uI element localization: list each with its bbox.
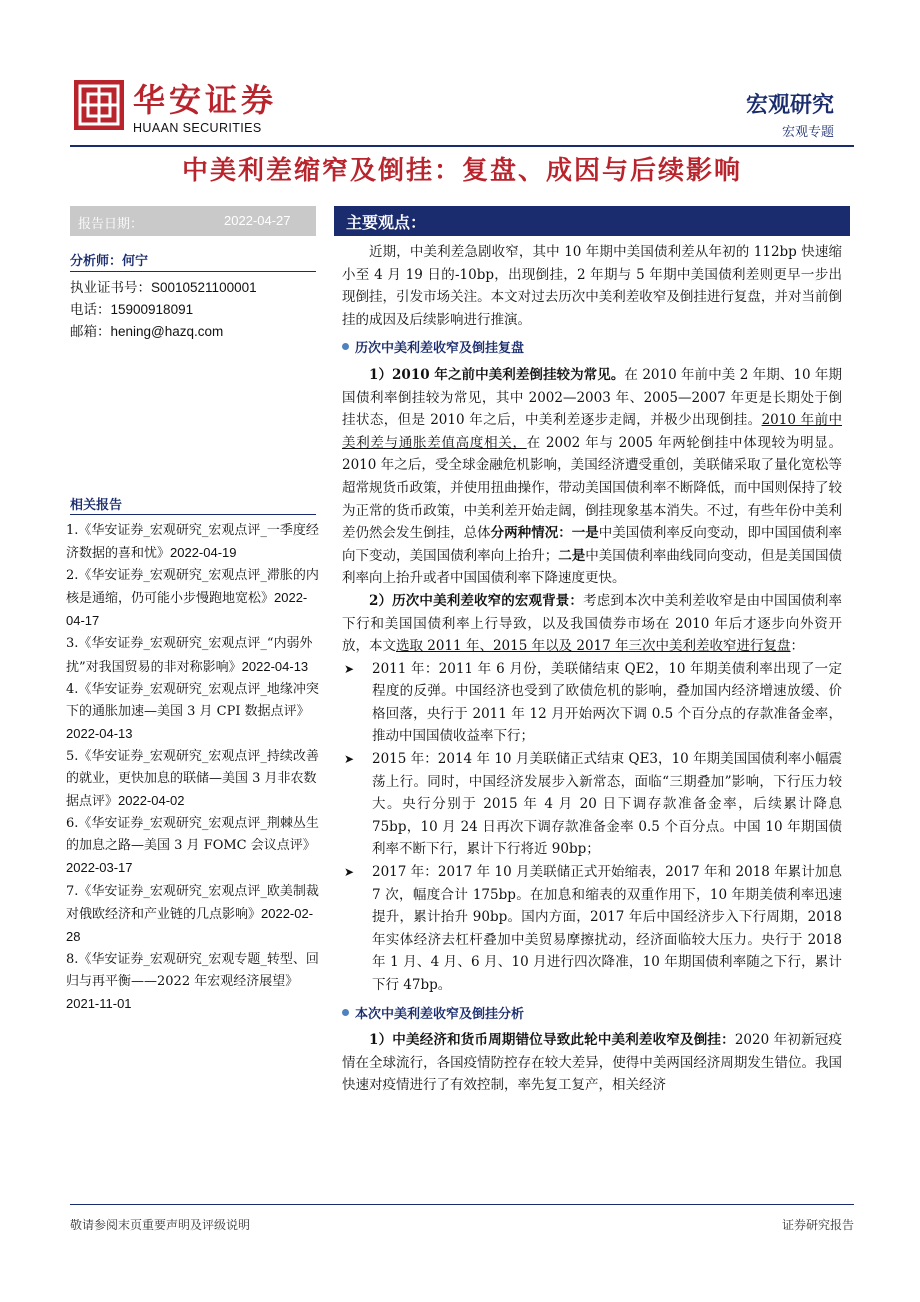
main-body [342, 241, 842, 1097]
bullet-dot-icon [342, 1009, 349, 1016]
footer-disclaimer: 敬请参阅末页重要声明及评级说明 [70, 1218, 251, 1232]
analyst-email [70, 320, 223, 340]
header-divider [70, 145, 854, 147]
logo-english-name: HUAAN SECURITIES [133, 121, 262, 135]
analyst-divider [70, 271, 316, 272]
arrow-bullet-icon: ➤ [344, 752, 355, 767]
related-report-item[interactable]: 2.《华安证券_宏观研究_宏观点评_滞胀的内核是通缩，仍可能小步慢跑地宽松》2022-04-17 [66, 568, 319, 629]
related-report-item[interactable]: 6.《华安证券_宏观研究_宏观点评_荆棘丛生的加息之路—美国 3 月 FOMC 会议点评》2022-03-17 [66, 816, 319, 876]
footer-report-type: 证券研究报告 [781, 1218, 854, 1232]
paragraph-history-1: 1）2010 年之前中美利差倒挂较为常见。在 2010 年前中美 2 年期、10 年期国债利率倒挂较为常见，其中 2002—2003 年、2005—2007 年更是长期处于倒挂状态，但是 2010 年之后，中美利差逐步走阔，并极少出现倒挂。2010 年前中美利差与通胀差值高度相关，在 2002 年与 2005 年两轮倒挂中体现较为明显。2010 年之后，受全球金融危机影响，美国经济遭受重创，美联储采取了量化宽松等超常规货币政策，并使用扭曲操作，带动美国国债利率不断降低，而中国则保持了较为正常的货币政策，中美利差开始走阔，倒挂现象基本消失。不过，有些年份中美利差仍然会发生倒挂，总体分两种情况：一是中美国债利率反向变动，即中国国债利率向下变动，美国国债利率向上抬升；二是中美国债利率曲线同向变动，但是美国国债利率向上抬升或者中国国债利率下降速度更快。 [342, 366, 843, 587]
phone-value: 15900918091 [110, 302, 194, 317]
intro-paragraph: 近期，中美利差急剧收窄，其中 10 年期中美国债利差从年初的 112bp 快速缩小至 4 月 19 日的-10bp，出现倒挂，2 年期与 5 年期中美国债利差则更早一步出现倒挂，引发市场关注。本文对过去历次中美利差收窄及倒挂进行复盘，并对当前倒挂的成因及后续影响进行推演。 [342, 244, 842, 328]
related-reports-list [66, 520, 320, 1016]
report-date-label: 报告日期： [78, 217, 144, 232]
cert-label: 执业证书号： [70, 280, 151, 296]
section-heading-current: 本次中美利差收窄及倒挂分析 [342, 1004, 842, 1027]
email-label: 邮箱： [70, 324, 111, 340]
cert-value: S0010521100001 [151, 280, 257, 295]
bullet-dot-icon [342, 343, 349, 350]
related-report-item[interactable]: 8.《华安证券_宏观研究_宏观专题_转型、回归与再平衡——2022 年宏观经济展望》2021-11-01 [66, 951, 319, 1011]
related-report-item[interactable]: 4.《华安证券_宏观研究_宏观点评_地缘冲突下的通胀加速—美国 3 月 CPI 数据点评》2022-04-13 [66, 681, 319, 741]
bullet-2017: ➤ 2017 年：2017 年 10 月美联储正式开始缩表，2017 年和 2018 年累计加息 7 次，幅度合计 175bp。在加息和缩表的双重作用下，10 年期美债利率迅速提升，累计抬升 90bp。国内方面，2017 年后中国经济步入下行周期，2018 年实体经济去杠杆叠加中美贸易摩擦扰动，经济面临较大压力。央行于 2018 年 1 月、4 月、6 月、10 月进行四次降准，10 年期国债利率随之下行，累计下行 47bp。 [342, 861, 842, 997]
related-report-item[interactable]: 5.《华安证券_宏观研究_宏观点评_持续改善的就业，更快加息的联储—美国 3 月非农数据点评》2022-04-02 [66, 748, 319, 810]
analyst-cert [70, 276, 257, 296]
report-date-value: 2022-04-27 [224, 213, 291, 228]
bullet-2011: ➤ 2011 年：2011 年 6 月份，美联储结束 QE2，10 年期美债利率出现了一定程度的反弹。中国经济也受到了欧债危机的影响，叠加国内经济增速放缓、价格回落，央行于 2011 年 12 月开始两次下调 0.5 个百分点的存款准备金率，推动中国国债收益率下行； [342, 658, 842, 748]
related-report-item[interactable]: 7.《华安证券_宏观研究_宏观点评_欧美制裁对俄欧经济和产业链的几点影响》2022-02-28 [66, 883, 319, 944]
related-reports-divider [70, 514, 316, 515]
report-category: 宏观研究 [745, 92, 834, 118]
related-report-item[interactable]: 3.《华安证券_宏观研究_宏观点评_“内弱外扰”对我国贸易的非对称影响》2022-04-13 [66, 636, 313, 675]
bullet-2015: ➤ 2015 年：2014 年 10 月美联储正式结束 QE3，10 年期美国国债利率小幅震荡上行。同时，中国经济发展步入新常态，面临“三期叠加”影响，下行压力较大。央行分别于 2015 年 4 月 20 日下调存款准备金率，后续累计降息 75bp，10 月 24 日再次下调存款准备金率 0.5 个百分点。中国 10 年期国债利率不断下行，累计下行将近 90bp； [342, 748, 842, 861]
arrow-bullet-icon: ➤ [344, 661, 355, 676]
related-reports-title: 相关报告 [70, 498, 123, 513]
related-report-item[interactable]: 1.《华安证券_宏观研究_宏观点评_一季度经济数据的喜和忧》2022-04-19 [66, 523, 319, 562]
paragraph-current-1: 1）中美经济和货币周期错位导致此轮中美利差收窄及倒挂：2020 年初新冠疫情在全球流行，各国疫情防控存在较大差异，使得中美两国经济周期发生错位。我国快速对疫情进行了有效控制，率先复工复产，相关经济 [342, 1032, 842, 1094]
document-title: 中美利差缩窄及倒挂：复盘、成因与后续影响 [181, 156, 742, 186]
paragraph-history-2: 2）历次中美利差收窄的宏观背景：考虑到本次中美利差收窄是由中国国债利率下行和美国国债利率上行导致，以及我国债券市场在 2010 年后才逐步向外资开放，本文选取 2011 年、2015 年以及 2017 年三次中美利差收窄进行复盘： [342, 592, 842, 655]
footer-divider [70, 1204, 854, 1205]
report-subcategory: 宏观专题 [781, 125, 834, 140]
phone-label: 电话： [70, 302, 111, 318]
section-heading-history: 历次中美利差收窄及倒挂复盘 [342, 338, 842, 361]
main-points-label: 主要观点： [346, 213, 427, 232]
analyst-title: 分析师：何宁 [70, 254, 149, 269]
logo-chinese-name: 华安证券 [133, 81, 278, 119]
logo-mark [74, 80, 124, 130]
analyst-phone [70, 298, 193, 318]
email-value: hening@hazq.com [110, 324, 224, 339]
arrow-bullet-icon: ➤ [344, 865, 355, 880]
